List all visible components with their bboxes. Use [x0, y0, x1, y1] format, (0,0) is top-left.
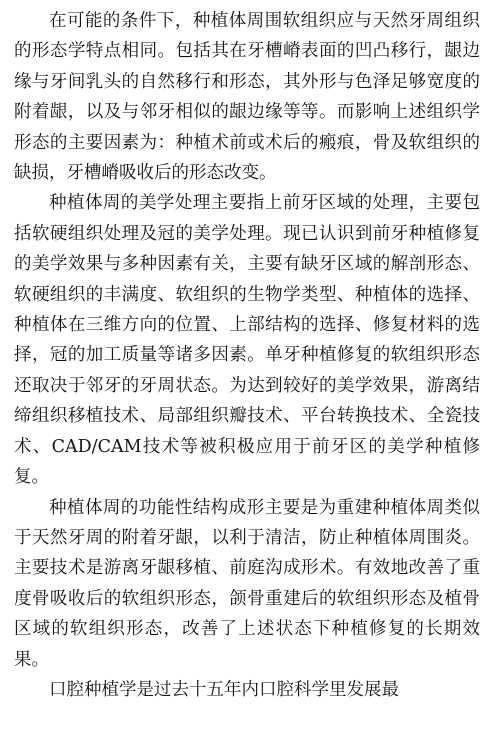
paragraph-functional-shaping: 种植体周的功能性结构成形主要是为重建种植体周类似于天然牙周的附着牙龈，以利于清洁，防止种植体周围炎。主要技术是游离牙龈移植、前庭沟成形术。有效地改善了重度骨吸收后的软组织形态，颌骨重建后的软组织形态及植骨区域的软组织形态，改善了上述状态下种植修复的长期效果。	[14, 497, 480, 670]
document-page	[14, 6, 480, 705]
paragraph-aesthetic-treatment: 种植体周的美学处理主要指上前牙区域的处理，主要包括软硬组织处理及冠的美学处理。现已认识到前牙种植修复的美学效果与多种因素有关，主要有缺牙区域的解剖形态、软硬组织的丰满度、软组织的生物学类型、种植体的选择、种植体在三维方向的位置、上部结构的选择、修复材料的选择，冠的加工质量等诸多因素。单牙种植修复的软组织形态还取决于邻牙的牙周状态。为达到较好的美学效果，游离结缔组织移植技术、局部组织瓣技术、平台转换技术、全瓷技术、CAD/CAM技术等被积极应用于前牙区的美学种植修复。	[14, 193, 480, 488]
paragraph-implantology-intro: 口腔种植学是过去十五年内口腔科学里发展最	[49, 679, 399, 700]
paragraph-soft-tissue-morphology: 在可能的条件下，种植体周围软组织应与天然牙周组织的形态学特点相同。包括其在牙槽嵴表面的凹凸移行，龈边缘与牙间乳头的自然移行和形态，其外形与色泽足够宽度的附着龈，以及与邻牙相似的龈边缘等等。而影响上述组织学形态的主要因素为：种植术前或术后的瘢痕，骨及软组织的缺损，牙槽嵴吸收后的形态改变。	[14, 11, 480, 184]
